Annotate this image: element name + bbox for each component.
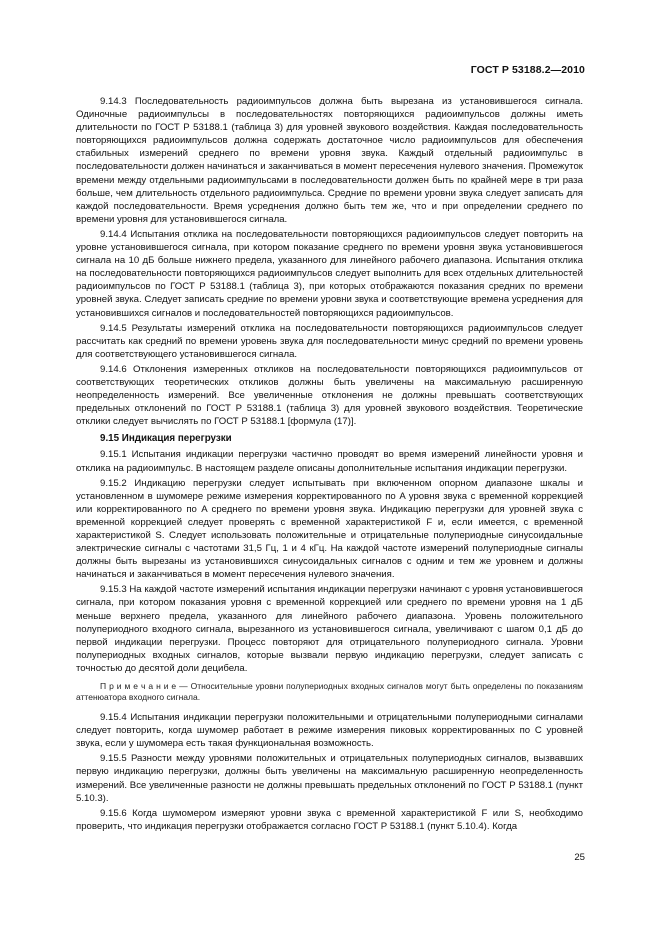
standard-header: ГОСТ Р 53188.2—2010 xyxy=(470,64,585,76)
paragraph-9-15-3: 9.15.3 На каждой частоте измерений испытания индикации перегрузки начинают с уровня установившегося сигнала, при котором показания уровня с временной коррекцией или среднего по времени уровня на 1 дБ меньше верхнего предела, указанного для линейного рабочего диапазона. Уровень положительного полупериодного входного сигнала, вырезанного из установившегося сигнала, увеличивают с шагом 0,1 дБ до первой индикации перегрузки. Процесс повторяют для отрицательного полупериодного сигнала. Уровни полупериодных входных сигналов, которые вызвали первую индикацию перегрузки, следует записать с точностью до десятой доли децибела. xyxy=(76,584,583,674)
paragraph-9-14-3: 9.14.3 Последовательность радиоимпульсов должна быть вырезана из установившегося сигнала. Одиночные радиоимпульсы в последовательностях повторяющихся радиоимпульсов должны иметь длительности по ГОСТ Р 53188.1 (таблица 3) для уровней звукового воздействия. Каждая последовательность повторяющихся радиоимпульсов должна содержать достаточное число радиоимпульсов для обеспечения стабильных измерений среднего по времени уровня звука. Каждый отдельный радиоимпульс в последовательности должен начинаться и заканчиваться в момент пересечения нулевого значения. Промежуток времени между отдельными радиоимпульсами в последовательности должен быть по крайней мере в три раза больше, чем длительность отдельного радиоимпульса. Средние по времени уровни звука следует записать для каждой последовательности. Время усреднения должно быть тем же, что и при определении среднего по времени уровня для установившегося сигнала. xyxy=(76,96,583,225)
section-heading-9-15: 9.15 Индикация перегрузки xyxy=(100,433,232,445)
paragraph-9-14-6: 9.14.6 Отклонения измеренных откликов на последовательности повторяющихся радиоимпульсов от соответствующих теоретических откликов должны быть увеличены на максимальную расширенную неопределенность измерений. Все увеличенные отклонения не должны превышать соответствующих предельных отклонений по ГОСТ Р 53188.1 (таблица 3) для уровней звукового воздействия. Теоретические отклики следует вычислять по ГОСТ Р 53188.1 [формула (17)]. xyxy=(76,363,583,428)
paragraph-9-15-1: 9.15.1 Испытания индикации перегрузки частично проводят во время измерений линейности уровня и отклика на радиоимпульс. В настоящем разделе описаны дополнительные испытания индикации перегрузки. xyxy=(76,449,583,474)
document-body xyxy=(76,95,583,835)
note: П р и м е ч а н и е — Относительные уровни полупериодных входных сигналов могут быть определены по показаниям аттенюатора входного сигнала. xyxy=(76,681,583,703)
paragraph-9-15-5: 9.15.5 Разности между уровнями положительных и отрицательных полупериодных сигналов, вызвавших первую индикацию перегрузки, должны быть увеличены на максимальную расширенную неопределенность измерений. Все увеличенные разности не должны превышать предельных отклонений по ГОСТ Р 53188.1 (пункт 5.10.3). xyxy=(76,753,583,804)
paragraph-9-14-4: 9.14.4 Испытания отклика на последовательности повторяющихся радиоимпульсов следует повторить на уровне установившегося сигнала, при котором показание среднего по времени уровня звука установившегося сигнала на 10 дБ больше нижнего предела, указанного для линейного рабочего диапазона. Испытания отклика на последовательности повторяющихся радиоимпульсов следует выполнить для всех отдельных длительностей радиоимпульсов по ГОСТ Р 53188.1 (таблица 3), при которых отображаются показания средних по времени уровней звука. Следует записать средние по времени уровни звука и соответствующие времена усреднения для установившихся сигналов и последовательностей повторяющихся радиоимпульсов. xyxy=(76,228,583,319)
page-number: 25 xyxy=(574,852,585,863)
paragraph-9-15-6: 9.15.6 Когда шумомером измеряют уровни звука с временной характеристикой F или S, необходимо проверить, что индикация перегрузки отображается согласно ГОСТ Р 53188.1 (пункт 5.10.4). Когда xyxy=(76,807,583,832)
paragraph-9-15-4: 9.15.4 Испытания индикации перегрузки положительными и отрицательными полупериодными сигналами следует повторить, когда шумомер работает в режиме измерения пиковых корректированных по C уровней звука, если у шумомера есть такая функциональная возможность. xyxy=(76,712,583,750)
paragraph-9-14-5: 9.14.5 Результаты измерений отклика на последовательности повторяющихся радиоимпульсов следует рассчитать как средний по времени уровень звука для последовательности минус средний по времени уровень для соответствующего установившегося сигнала. xyxy=(76,322,583,360)
paragraph-9-15-2: 9.15.2 Индикацию перегрузки следует испытывать при включенном опорном диапазоне шкалы и установленном в шумомере режиме измерения корректированного по A уровня звука с временной коррекцией или корректированного по A среднего по времени уровня звука. Индикацию перегрузки для уровней звука с временной коррекцией следует проверять с временной характеристикой F и, если имеется, с временной характеристикой S. Следует использовать положительные и отрицательные полупериодные синусоидальные электрические сигналы с частотами 31,5 Гц, 1 и 4 кГц. На каждой частоте измерений полупериодные сигналы должны быть вырезаны из установившихся синусоидальных сигналов с одним и тем же уровнем и должны начинаться и заканчиваться в момент пересечения нулевого значения. xyxy=(76,477,583,581)
